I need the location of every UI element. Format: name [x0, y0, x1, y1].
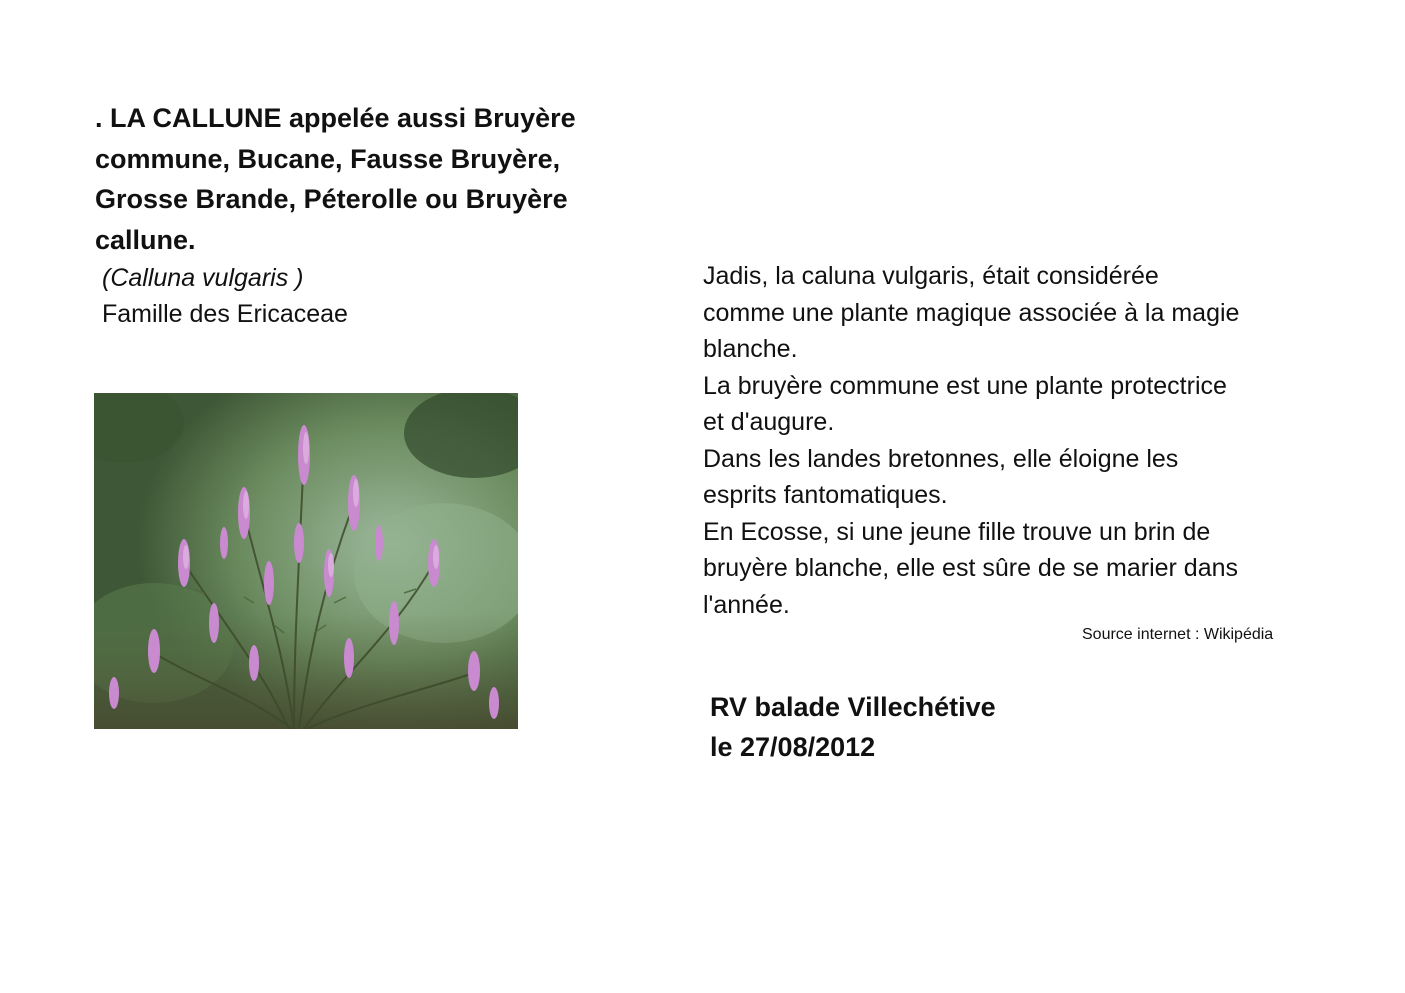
source-credit: Source internet : Wikipédia: [1082, 626, 1274, 643]
scientific-name: (Calluna vulgaris ): [102, 264, 304, 292]
folklore-paragraph: [703, 258, 1343, 623]
paragraph-line: esprits fantomatiques.: [703, 481, 948, 509]
paragraph-line: Jadis, la caluna vulgaris, était considérée: [703, 262, 1159, 290]
title-line: commune, Bucane, Fausse Bruyère,: [95, 143, 561, 174]
paragraph-line: blanche.: [703, 335, 798, 363]
event-announcement: [710, 687, 996, 767]
heather-plant-illustration: [94, 393, 518, 729]
page-title: [95, 98, 655, 260]
title-line: callune.: [95, 224, 196, 255]
paragraph-line: l'année.: [703, 590, 790, 619]
title-line: . LA CALLUNE appelée aussi Bruyère: [95, 103, 576, 133]
title-line: Grosse Brande, Péterolle ou Bruyère: [95, 184, 568, 214]
event-date: le 27/08/2012: [710, 732, 876, 762]
paragraph-line: bruyère blanche, elle est sûre de se marier dans: [703, 554, 1239, 582]
plant-family: Famille des Ericaceae: [102, 300, 348, 328]
paragraph-line: La bruyère commune est une plante protectrice: [703, 371, 1227, 400]
heather-photo: [94, 393, 518, 729]
paragraph-line: En Ecosse, si une jeune fille trouve un brin de: [703, 517, 1211, 546]
paragraph-line: comme une plante magique associée à la magie: [703, 298, 1240, 327]
event-title: RV balade Villechétive: [710, 692, 996, 722]
paragraph-line: Dans les landes bretonnes, elle éloigne les: [703, 444, 1179, 473]
paragraph-line: et d'augure.: [703, 408, 835, 436]
